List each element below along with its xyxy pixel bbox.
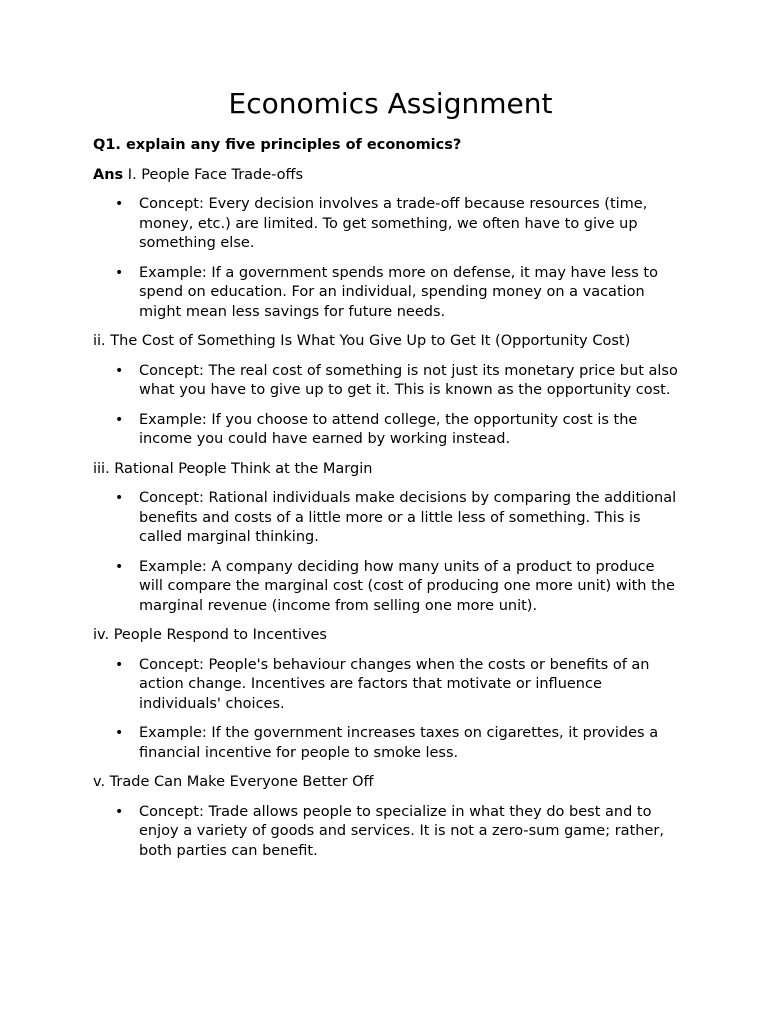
bullet-dot: • [115,490,124,506]
bullet-item [93,264,683,323]
bullet-dot: • [115,362,124,379]
bullet-text: Concept: Trade allows people to specialize in what they do best and to enjoy a variety of goods and services. It is not a zero-sum game; rather, both parties can benefit. [139,803,664,859]
question-text: Q1. explain any five principles of economics? [93,137,462,153]
bullet-item [93,656,683,715]
bullet-list-4 [93,656,683,764]
section-heading-text: I. People Face Trade-offs [127,166,304,183]
bullet-item [93,362,683,401]
section-heading-4: iv. People Respond to Incentives [93,627,327,643]
section-heading-5: v. Trade Can Make Everyone Better Off [93,774,374,790]
section-heading-3: iii. Rational People Think at the Margin [93,460,373,477]
bullet-item [93,195,683,254]
bullet-text: Concept: Rational individuals make decisions by comparing the additional benefits and costs of a little more or a little less of something. This is called marginal thinking. [139,490,677,545]
bullet-item [93,803,683,862]
bullet-text: Example: If the government increases taxes on cigarettes, it provides a financial incentive for people to smoke less. [139,725,659,761]
bullet-item [93,558,683,617]
bullet-text: Example: If you choose to attend college, the opportunity cost is the income you could have earned by working instead. [139,411,638,447]
bullet-dot: • [115,725,124,741]
bullet-text: Concept: The real cost of something is not just its monetary price but also what you have to give up to get it. This is known as the opportunity cost. [139,362,678,398]
bullet-dot: • [115,803,124,820]
bullet-dot: • [115,558,124,575]
answer-prefix: Ans [93,166,124,183]
bullet-text: Concept: Every decision involves a trade-off because resources (time, money, etc.) are limited. To get something, we often have to give up something else. [139,196,648,251]
bullet-list-5 [93,803,683,862]
bullet-list-3 [93,489,683,616]
bullet-list-2 [93,362,683,450]
bullet-dot: • [115,656,124,673]
section-heading-1 [93,166,683,186]
bullet-text: Example: If a government spends more on defense, it may have less to spend on education. For an individual, spending money on a vacation might mean less savings for future needs. [139,264,658,320]
bullet-text: Example: A company deciding how many units of a product to produce will compare the marginal cost (cost of producing one more unit) with the marginal revenue (income from selling one more unit). [139,558,675,614]
bullet-dot: • [115,264,124,281]
bullet-dot: • [115,196,124,212]
document-page [93,82,683,871]
bullet-item [93,411,683,450]
bullet-item [93,489,683,548]
document-title: Economics Assignment [228,87,553,120]
section-heading-2: ii. The Cost of Something Is What You Give Up to Get It (Opportunity Cost) [93,333,631,349]
bullet-item [93,724,683,763]
bullet-dot: • [115,411,124,428]
bullet-text: Concept: People's behaviour changes when the costs or benefits of an action change. Incentives are factors that motivate or influence individuals' choices. [139,656,650,712]
bullet-list-1 [93,195,683,322]
